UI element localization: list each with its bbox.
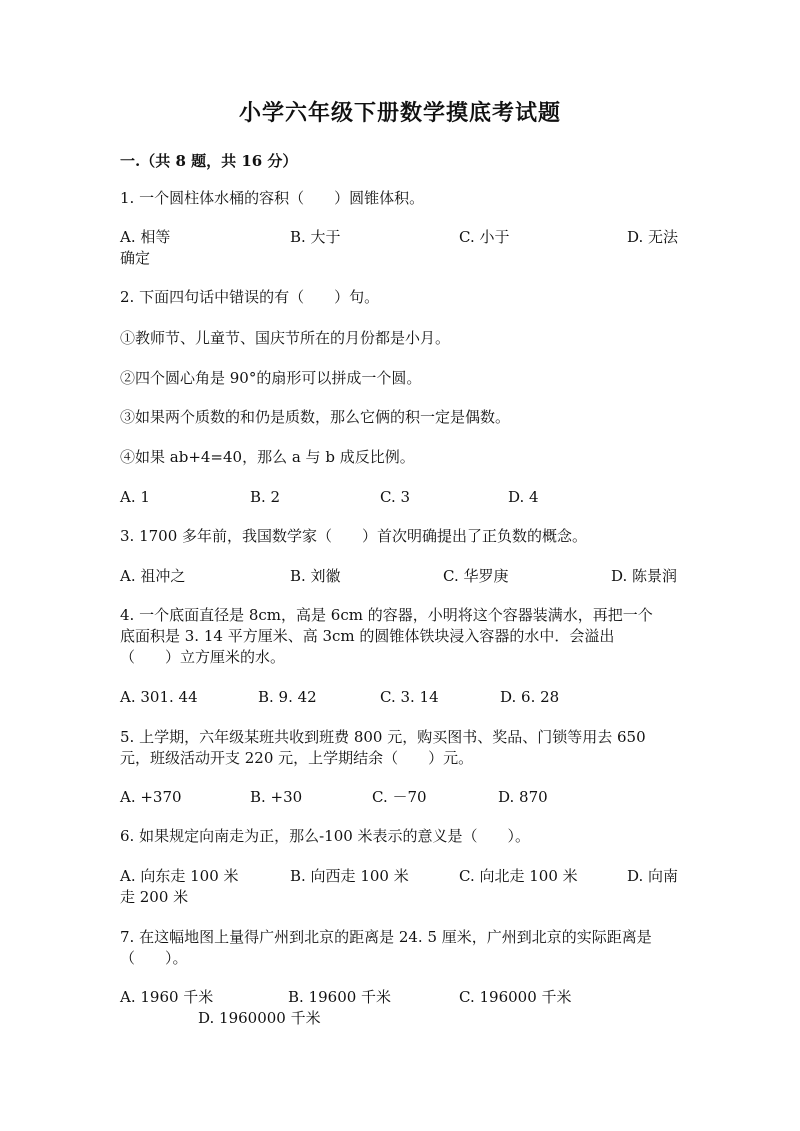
section-heading: 一.（共 8 题，共 16 分） bbox=[120, 152, 298, 170]
question-4-stem-line-1: 4. 一个底面直径是 8cm，高是 6cm 的容器，小明将这个容器装满水，再把一个 bbox=[120, 606, 653, 624]
page-title: 小学六年级下册数学摸底考试题 bbox=[238, 100, 561, 126]
question-4-option-c: C. 3. 14 bbox=[380, 688, 439, 706]
question-5-stem-line-2: 元，班级活动开支 220 元，上学期结余（ ）元。 bbox=[120, 749, 474, 767]
question-6-option-d: D. 向南 bbox=[627, 867, 679, 885]
question-2-statement-1: ①教师节、儿童节、国庆节所在的月份都是小月。 bbox=[120, 329, 451, 347]
question-3-option-a: A. 祖冲之 bbox=[120, 567, 186, 585]
question-3-option-c: C. 华罗庚 bbox=[443, 567, 509, 585]
question-2-option-c: C. 3 bbox=[380, 488, 411, 506]
question-2-statement-4: ④如果 ab+4=40，那么 a 与 b 成反比例。 bbox=[120, 448, 415, 466]
question-3-option-b: B. 刘徽 bbox=[290, 567, 341, 585]
question-5-stem-line-1: 5. 上学期，六年级某班共收到班费 800 元，购买图书、奖品、门锁等用去 650 bbox=[120, 728, 646, 746]
question-6-option-d-continued: 走 200 米 bbox=[120, 888, 189, 906]
question-1-stem: 1. 一个圆柱体水桶的容积（ ）圆锥体积。 bbox=[120, 189, 425, 207]
question-4-option-a: A. 301. 44 bbox=[120, 688, 198, 706]
question-6-option-b: B. 向西走 100 米 bbox=[290, 867, 409, 885]
question-7-option-a: A. 1960 千米 bbox=[120, 988, 214, 1006]
question-2-option-a: A. 1 bbox=[120, 488, 150, 506]
question-7-stem-line-2: （ ）。 bbox=[120, 949, 188, 967]
question-4-stem-line-2: 底面积是 3. 14 平方厘米、高 3cm 的圆锥体铁块浸入容器的水中．会溢出 bbox=[120, 627, 615, 645]
question-4-option-d: D. 6. 28 bbox=[500, 688, 560, 706]
question-7-option-d: D. 1960000 千米 bbox=[198, 1009, 321, 1027]
question-3-stem: 3. 1700 多年前，我国数学家（ ）首次明确提出了正负数的概念。 bbox=[120, 527, 588, 545]
question-7-option-c: C. 196000 千米 bbox=[459, 988, 572, 1006]
question-6-stem: 6. 如果规定向南走为正，那么-100 米表示的意义是（ ）。 bbox=[120, 827, 531, 845]
question-6-option-c: C. 向北走 100 米 bbox=[459, 867, 578, 885]
question-2-option-b: B. 2 bbox=[250, 488, 281, 506]
question-7-option-b: B. 19600 千米 bbox=[288, 988, 392, 1006]
question-5-option-b: B. +30 bbox=[250, 788, 303, 806]
question-4-stem-line-3: （ ）立方厘米的水。 bbox=[120, 648, 286, 666]
question-4-option-b: B. 9. 42 bbox=[258, 688, 317, 706]
question-2-statement-3: ③如果两个质数的和仍是质数，那么它俩的积一定是偶数。 bbox=[120, 408, 511, 426]
question-1-option-b: B. 大于 bbox=[290, 228, 341, 246]
question-5-option-d: D. 870 bbox=[498, 788, 548, 806]
question-5-option-c: C. －70 bbox=[372, 788, 427, 806]
question-5-option-a: A. +370 bbox=[120, 788, 182, 806]
question-1-option-d: D. 无法 bbox=[627, 228, 679, 246]
question-1-option-a: A. 相等 bbox=[120, 228, 171, 246]
question-2-statement-2: ②四个圆心角是 90°的扇形可以拼成一个圆。 bbox=[120, 369, 422, 387]
question-3-option-d: D. 陈景润 bbox=[611, 567, 678, 585]
question-6-option-a: A. 向东走 100 米 bbox=[120, 867, 239, 885]
question-1-option-d-continued: 确定 bbox=[120, 249, 151, 267]
question-1-option-c: C. 小于 bbox=[459, 228, 510, 246]
question-2-option-d: D. 4 bbox=[508, 488, 539, 506]
question-2-stem: 2. 下面四句话中错误的有（ ）句。 bbox=[120, 288, 380, 306]
question-7-stem-line-1: 7. 在这幅地图上量得广州到北京的距离是 24. 5 厘米，广州到北京的实际距离是 bbox=[120, 928, 652, 946]
